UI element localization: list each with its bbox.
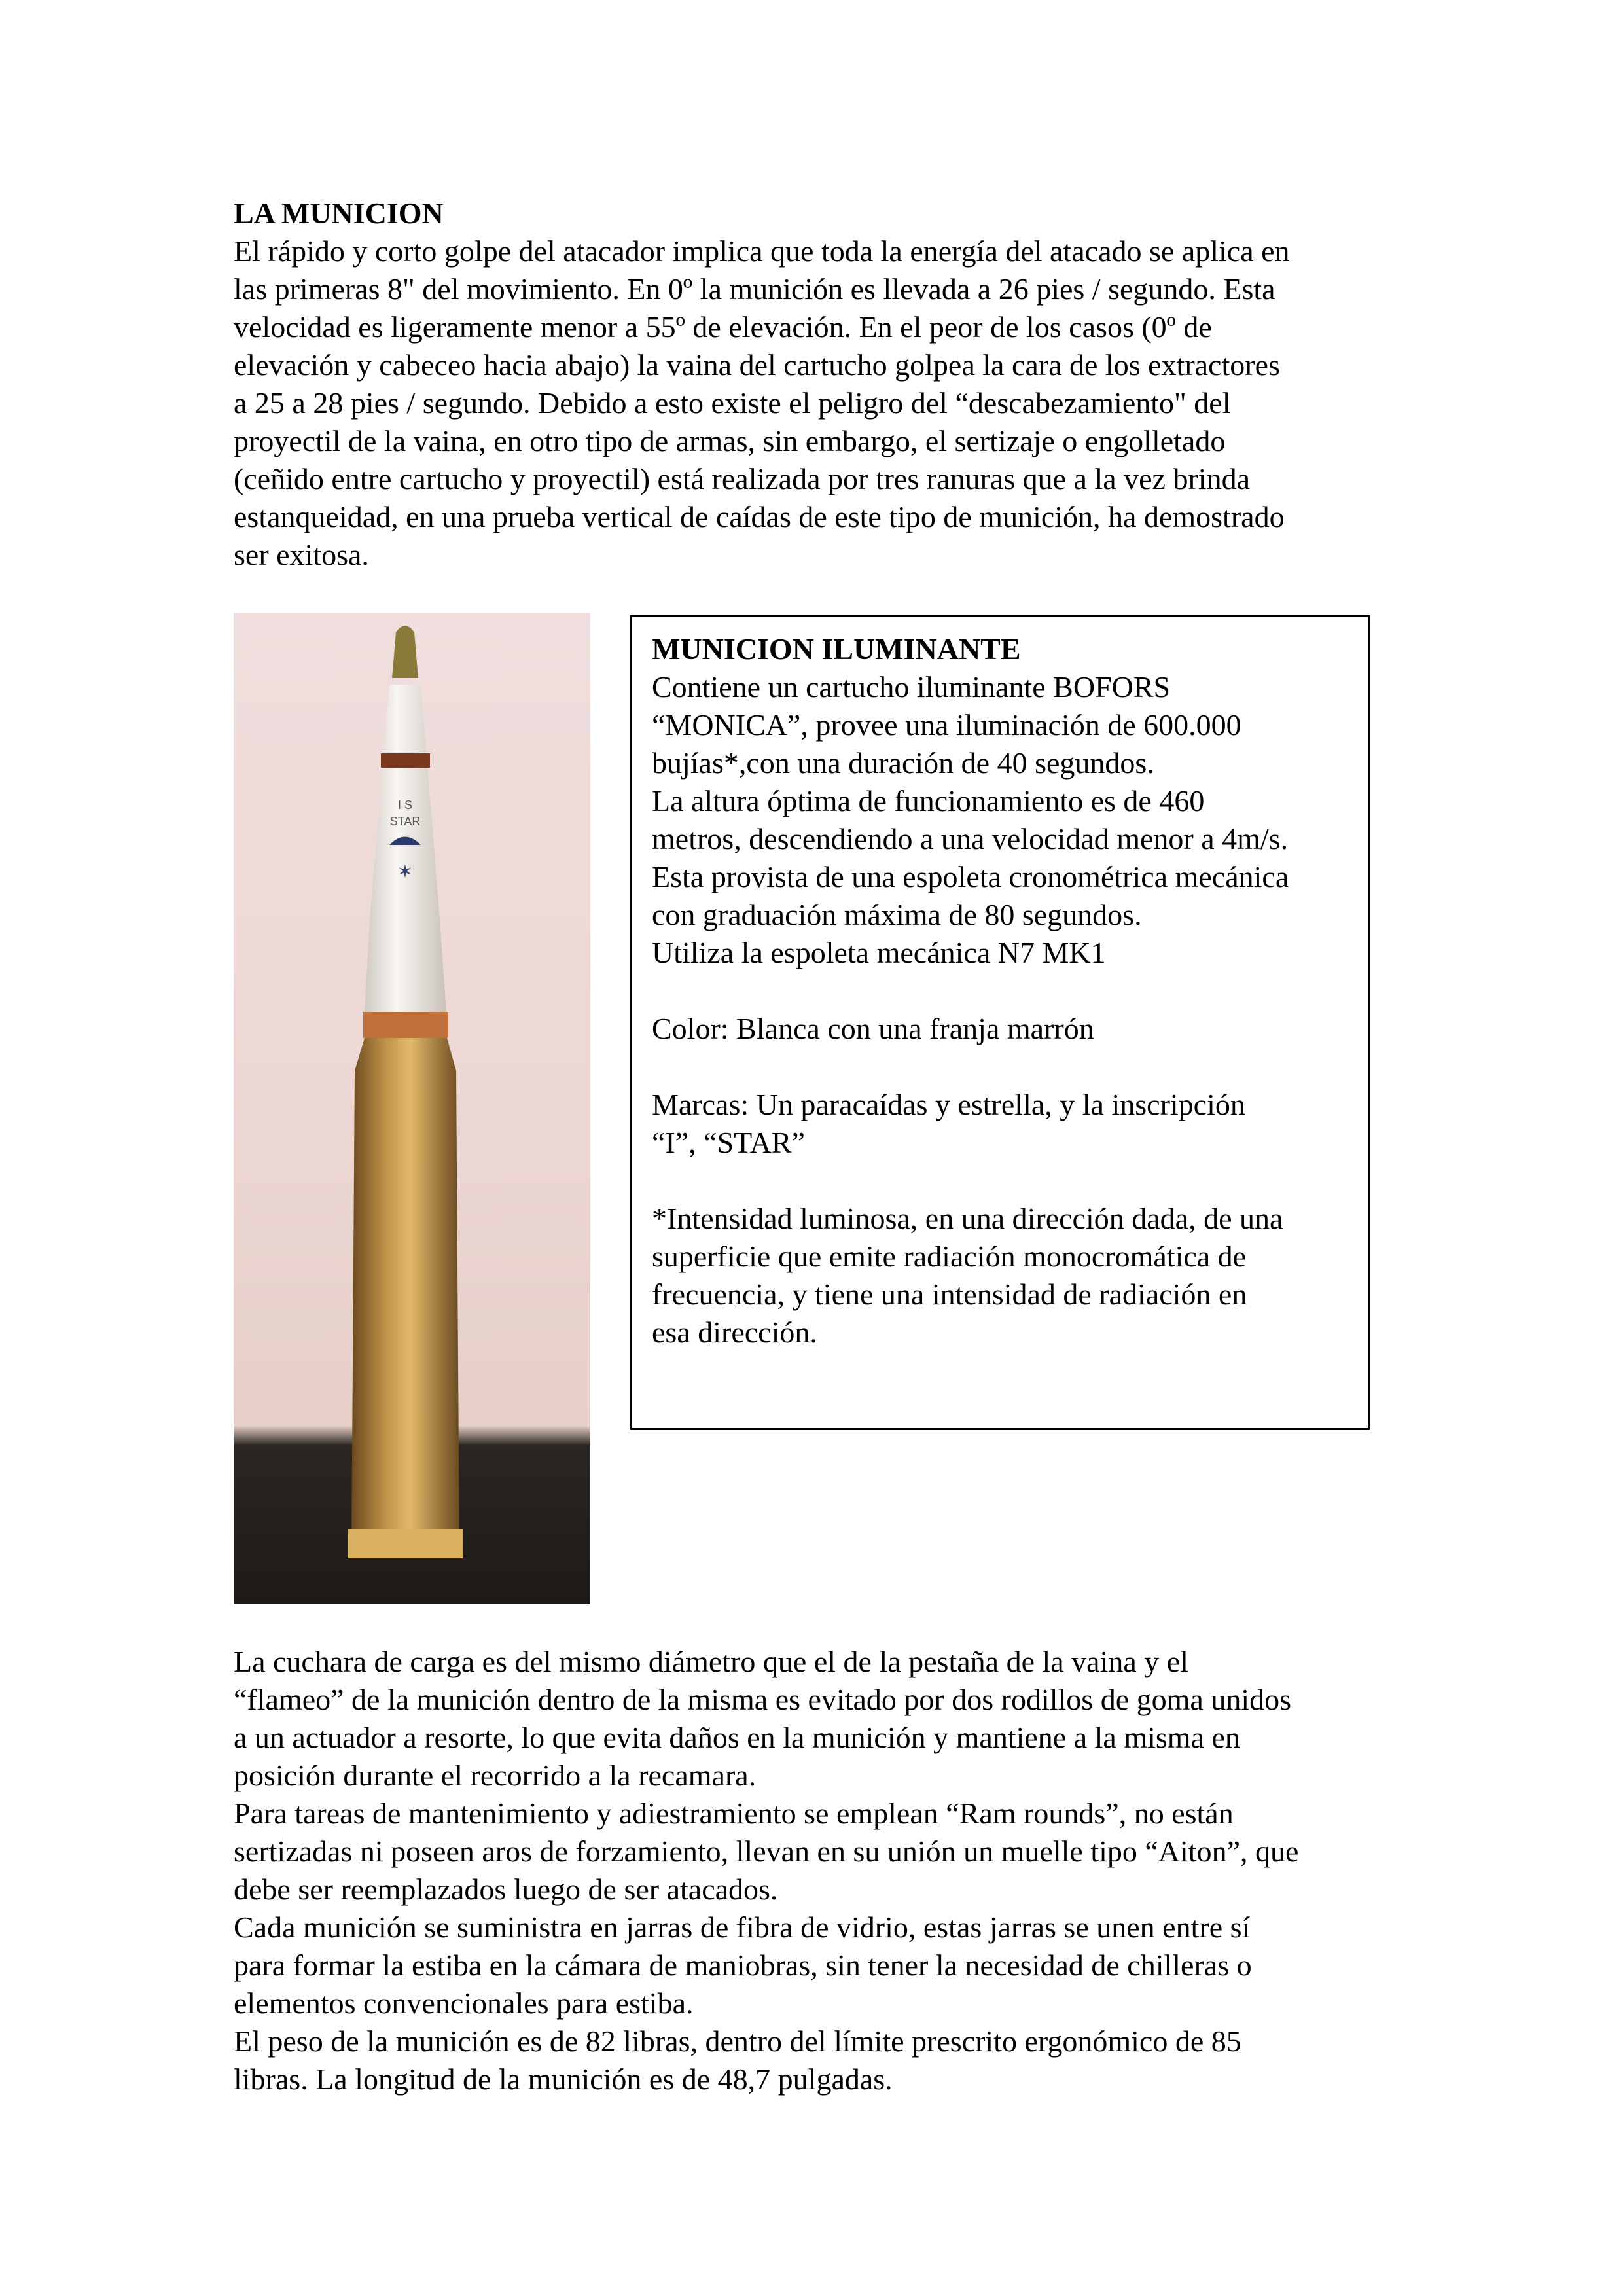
paragraph-line: ser exitosa. xyxy=(234,538,369,571)
box-line: *Intensidad luminosa, en una dirección dada, de una xyxy=(652,1202,1283,1235)
fuze-tip xyxy=(392,626,418,678)
paragraph-line: proyectil de la vaina, en otro tipo de armas, sin embargo, el sertizaje o engolletado xyxy=(234,424,1226,457)
box-line: “MONICA”, provee una iluminación de 600.000 xyxy=(652,708,1241,742)
projectile-body xyxy=(365,685,446,1012)
cartridge-case xyxy=(351,1038,459,1555)
box-line: superficie que emite radiación monocromática de xyxy=(652,1240,1247,1273)
paragraph-line: sertizadas ni poseen aros de forzamiento, llevan en su unión un muelle tipo “Aiton”, que xyxy=(234,1835,1299,1868)
box-line: Esta provista de una espoleta cronométrica mecánica xyxy=(652,860,1289,893)
box-line: Contiene un cartucho iluminante BOFORS xyxy=(652,670,1171,704)
box-title: MUNICION ILUMINANTE xyxy=(652,632,1021,666)
ammunition-photo xyxy=(234,613,590,1604)
paragraph-line: a un actuador a resorte, lo que evita daños en la munición y mantiene a la misma en xyxy=(234,1721,1240,1754)
paragraph-line: Para tareas de mantenimiento y adiestramiento se emplean “Ram rounds”, no están xyxy=(234,1797,1234,1830)
box-line xyxy=(652,1048,1289,1086)
illuminating-round-image xyxy=(234,613,590,1604)
case-rim xyxy=(348,1529,463,1558)
paragraph-line: elevación y cabeceo hacia abajo) la vaina del cartucho golpea la cara de los extractores xyxy=(234,348,1280,382)
box-line: Color: Blanca con una franja marrón xyxy=(652,1012,1094,1045)
paragraph-line: debe ser reemplazados luego de ser atacados. xyxy=(234,1873,778,1906)
paragraph-line: “flameo” de la munición dentro de la misma es evitado por dos rodillos de goma unidos xyxy=(234,1683,1291,1716)
paragraph-line: velocidad es ligeramente menor a 55º de elevación. En el peor de los casos (0º de xyxy=(234,310,1212,344)
box-line: Utiliza la espoleta mecánica N7 MK1 xyxy=(652,936,1106,969)
star-mark: ✶ xyxy=(397,862,413,882)
paragraph-line: La cuchara de carga es del mismo diámetro que el de la pestaña de la vaina y el xyxy=(234,1645,1188,1678)
paragraph-line: para formar la estiba en la cámara de maniobras, sin tener la necesidad de chilleras o xyxy=(234,1948,1252,1982)
paragraph-line: libras. La longitud de la munición es de 48,7 pulgadas. xyxy=(234,2062,893,2096)
box-line: esa dirección. xyxy=(652,1316,817,1349)
box-line: La altura óptima de funcionamiento es de 460 xyxy=(652,784,1205,817)
section-title: LA MUNICION xyxy=(234,196,444,230)
box-line: “I”, “STAR” xyxy=(652,1126,805,1159)
paragraph-line: estanqueidad, en una prueba vertical de caídas de este tipo de munición, ha demostrado xyxy=(234,500,1285,533)
paragraph-line: posición durante el recorrido a la recamara. xyxy=(234,1759,757,1792)
paragraph-line: (ceñido entre cartucho y proyectil) está realizada por tres ranuras que a la vez brinda xyxy=(234,462,1250,495)
paragraph-line: Cada munición se suministra en jarras de fibra de vidrio, estas jarras se unen entre sí xyxy=(234,1910,1251,1944)
marking-i: I S xyxy=(397,798,413,812)
paragraph-line: El peso de la munición es de 82 libras, dentro del límite prescrito ergonómico de 85 xyxy=(234,2024,1241,2058)
marking-star: STAR xyxy=(389,815,421,828)
paragraph-line: elementos convencionales para estiba. xyxy=(234,1986,694,2020)
paragraph-line: a 25 a 28 pies / segundo. Debido a esto existe el peligro del “descabezamiento" del xyxy=(234,386,1231,420)
paragraph-line: El rápido y corto golpe del atacador implica que toda la energía del atacado se aplica en xyxy=(234,234,1290,268)
box-line xyxy=(652,972,1289,1010)
box-line: con graduación máxima de 80 segundos. xyxy=(652,898,1142,931)
box-line: bujías*,con una duración de 40 segundos. xyxy=(652,746,1154,780)
box-line xyxy=(652,1162,1289,1200)
rotating-band xyxy=(363,1012,448,1038)
box-line: frecuencia, y tiene una intensidad de radiación en xyxy=(652,1278,1247,1311)
box-line: Marcas: Un paracaídas y estrella, y la inscripción xyxy=(652,1088,1245,1121)
intro-section xyxy=(234,194,1290,574)
illuminating-ammo-info-box xyxy=(630,615,1370,1430)
box-line: metros, descendiendo a una velocidad menor a 4m/s. xyxy=(652,822,1289,855)
paragraph-line: las primeras 8" del movimiento. En 0º la munición es llevada a 26 pies / segundo. Esta xyxy=(234,272,1275,306)
outro-section xyxy=(234,1643,1298,2098)
brown-band xyxy=(381,753,430,768)
